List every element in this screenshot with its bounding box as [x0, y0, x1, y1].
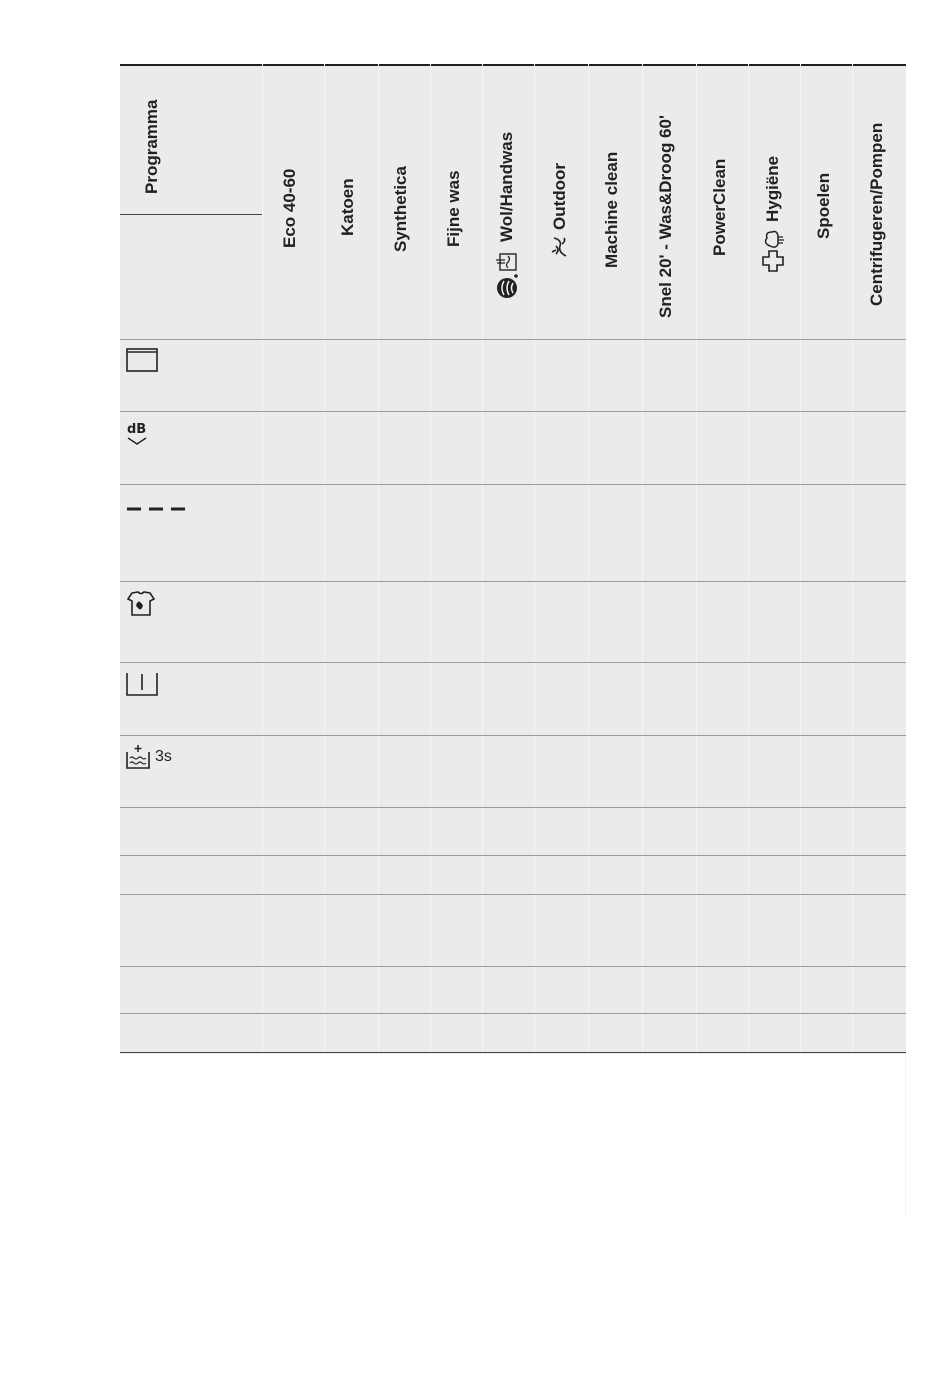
column-divider	[800, 64, 801, 1054]
programma-header-underline	[120, 214, 262, 215]
extra-rinse-3s-icon	[126, 744, 152, 770]
extra-rinse-duration: 3s	[155, 748, 172, 765]
row-divider	[120, 339, 906, 340]
row-dashes	[126, 504, 188, 514]
column-divider	[696, 64, 697, 1054]
column-divider	[642, 64, 643, 1054]
row-shirt-stain	[126, 590, 156, 618]
column-divider	[378, 64, 379, 1054]
column-divider	[852, 64, 853, 1054]
row-drum-empty	[126, 348, 160, 374]
col-header-outdoor: Outdoor	[548, 163, 572, 258]
row-divider	[120, 411, 906, 412]
svg-text:dB: dB	[127, 422, 147, 437]
col-header-machine-clean: Machine clean	[602, 151, 621, 268]
table-bottom-border	[120, 1052, 906, 1053]
column-divider	[534, 64, 535, 1054]
row-divider	[120, 484, 906, 485]
col-header-powerclean: PowerClean	[710, 158, 729, 256]
programma-header-label: Programma	[142, 99, 161, 194]
column-divider	[482, 64, 483, 1054]
column-divider	[262, 64, 263, 1054]
column-divider	[324, 64, 325, 1054]
row-divider	[120, 807, 906, 808]
row-divider	[120, 966, 906, 967]
col-header-centrifugeren: Centrifugeren/Pompen	[867, 122, 886, 306]
col-header-eco: Eco 40-60	[280, 168, 299, 248]
table-top-border	[120, 64, 906, 66]
col-header-synthetica: Synthetica	[391, 166, 410, 252]
column-divider	[588, 64, 589, 1054]
col-header-katoen: Katoen	[338, 178, 357, 236]
col-header-spoelen: Spoelen	[814, 172, 833, 239]
column-divider	[430, 64, 431, 1054]
row-divider	[120, 894, 906, 895]
column-divider	[748, 64, 749, 1054]
outdoor-icon	[548, 236, 572, 258]
col-header-snel: Snel 20' - Was&Droog 60'	[656, 114, 675, 318]
col-header-fijne-was: Fijne was	[444, 170, 463, 247]
page-edge	[905, 1054, 906, 1218]
row-divider	[120, 855, 906, 856]
dashes-icon	[126, 504, 188, 514]
drum-rinse-icon	[126, 672, 160, 698]
row-divider	[120, 581, 906, 582]
row-db-quiet	[126, 420, 152, 448]
row-divider	[120, 1013, 906, 1014]
col-header-wol-handwas: Wol/Handwas	[494, 132, 520, 298]
row-divider	[120, 735, 906, 736]
wool-handwash-icon	[494, 248, 520, 298]
row-drum-rinse	[126, 672, 160, 698]
shirt-stain-icon	[126, 590, 156, 618]
program-options-table	[120, 64, 906, 1054]
row-extra-rinse	[126, 744, 172, 770]
drum-empty-icon	[126, 348, 160, 374]
row-divider	[120, 662, 906, 663]
hygiene-steam-icon	[760, 228, 786, 274]
col-header-hygiene: Hygiëne	[760, 156, 786, 274]
db-quiet-icon	[126, 420, 152, 448]
